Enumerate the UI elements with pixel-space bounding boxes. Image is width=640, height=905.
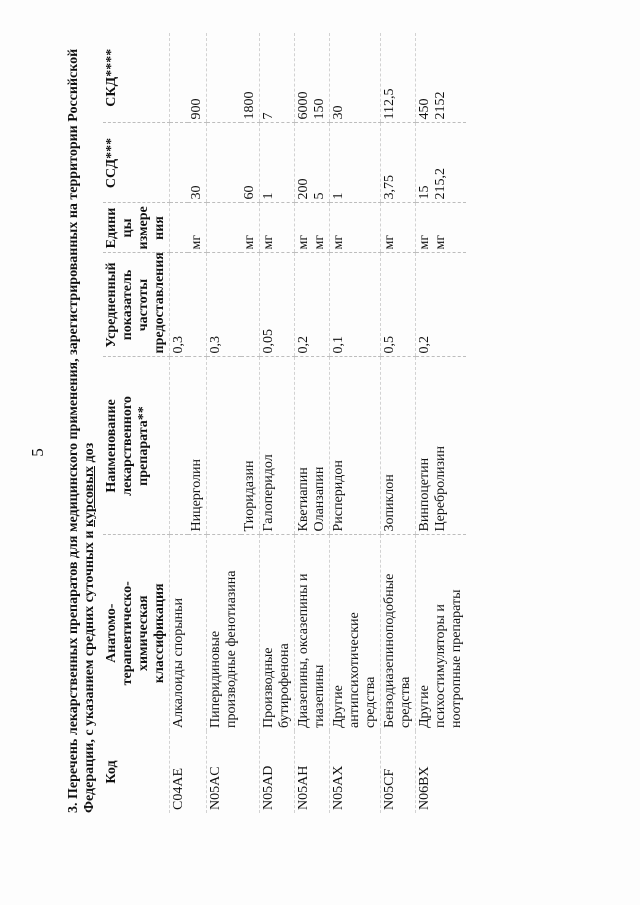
row-units xyxy=(170,203,189,253)
page-number: 5 xyxy=(28,448,47,457)
header-code: Код xyxy=(104,760,119,784)
header-drug-name: Наименование лекарственного препарата** xyxy=(103,357,170,535)
row-code: N06BX xyxy=(416,731,467,813)
table-header-row xyxy=(103,33,170,813)
table-row xyxy=(241,33,260,813)
row-atc-class xyxy=(241,535,260,731)
row-drug-name xyxy=(170,357,189,535)
header-ssd: ССД*** xyxy=(103,123,170,203)
row-ssd: 1 xyxy=(260,123,295,203)
row-drug-name: Винпоцетин Церебролизин xyxy=(416,357,467,535)
table-row xyxy=(188,33,207,813)
row-frequency: 0,2 xyxy=(295,253,330,357)
table-row xyxy=(416,33,467,813)
row-ssd: 15 215,2 xyxy=(416,123,467,203)
row-ssd: 30 xyxy=(188,123,207,203)
row-skd xyxy=(170,33,189,123)
row-skd: 7 xyxy=(260,33,295,123)
row-skd: 450 2152 xyxy=(416,33,467,123)
row-ssd: 1 xyxy=(330,123,381,203)
row-code xyxy=(188,731,207,813)
row-drug-name: Кветиапин Оланзапин xyxy=(295,357,330,535)
table-row xyxy=(260,33,295,813)
row-ssd: 3,75 xyxy=(381,123,416,203)
table-row xyxy=(207,33,242,813)
table-row xyxy=(295,33,330,813)
row-units: мг xyxy=(330,203,381,253)
row-ssd: 60 xyxy=(241,123,260,203)
header-skd: СКД**** xyxy=(103,33,170,123)
row-code: N05AC xyxy=(207,731,242,813)
header-frequency: Усредненный показатель частоты предоставления xyxy=(103,253,170,357)
row-atc-class: Бензодиазепиноподобные средства xyxy=(381,535,416,731)
row-atc-class: Алкалоиды спорыньи xyxy=(170,535,189,731)
table-row xyxy=(381,33,416,813)
row-units: мг мг xyxy=(295,203,330,253)
drug-dose-table xyxy=(103,33,466,813)
header-atc: Анатомо- терапевтическо- химическая классификация xyxy=(104,581,167,686)
row-drug-name: Галоперидол xyxy=(260,357,295,535)
row-ssd xyxy=(170,123,189,203)
row-code: N05AH xyxy=(295,731,330,813)
row-units: мг xyxy=(260,203,295,253)
row-frequency: 0,3 xyxy=(170,253,189,357)
row-frequency: 0,5 xyxy=(381,253,416,357)
row-skd: 1800 xyxy=(241,33,260,123)
row-atc-class: Пиперидиновые производные фенотиазина xyxy=(207,535,242,731)
row-code: N05AD xyxy=(260,731,295,813)
row-skd xyxy=(207,33,242,123)
row-drug-name: Ницерголин xyxy=(188,357,207,535)
row-atc-class: Диазепины, оксазепины и тиазепины xyxy=(295,535,330,731)
row-frequency: 0,2 xyxy=(416,253,467,357)
row-skd: 30 xyxy=(330,33,381,123)
row-skd: 6000 150 xyxy=(295,33,330,123)
row-frequency: 0,1 xyxy=(330,253,381,357)
header-units: Едини цы измере ния xyxy=(103,203,170,253)
table-body xyxy=(170,33,467,813)
table-row xyxy=(330,33,381,813)
row-atc-class xyxy=(188,535,207,731)
document-title xyxy=(66,33,98,813)
row-units: мг xyxy=(241,203,260,253)
row-atc-class: Другие психостимуляторы и ноотропные препараты xyxy=(416,535,467,731)
row-drug-name xyxy=(207,357,242,535)
row-code: C04AE xyxy=(170,731,189,813)
row-frequency: 0,3 xyxy=(207,253,242,357)
row-ssd: 200 5 xyxy=(295,123,330,203)
row-code: N05CF xyxy=(381,731,416,813)
row-frequency xyxy=(241,253,260,357)
title-text: 3. Перечень лекарственных препаратов для медицинского применения, зарегистрированных на территории Российской Федерации, с указанием средних суточных и xyxy=(66,48,97,813)
row-units: мг xyxy=(188,203,207,253)
row-units xyxy=(207,203,242,253)
title-underlined-word: курсовых xyxy=(82,466,97,528)
row-skd: 900 xyxy=(188,33,207,123)
row-atc-class: Другие антипсихотические средства xyxy=(330,535,381,731)
row-frequency: 0,05 xyxy=(260,253,295,357)
row-code: N05AX xyxy=(330,731,381,813)
table-row xyxy=(170,33,189,813)
title-text-end: доз xyxy=(82,442,97,466)
row-atc-class: Производные бутирофенона xyxy=(260,535,295,731)
row-drug-name: Зопиклон xyxy=(381,357,416,535)
row-ssd xyxy=(207,123,242,203)
row-drug-name: Тиоридазин xyxy=(241,357,260,535)
row-skd: 112,5 xyxy=(381,33,416,123)
row-drug-name: Рисперидон xyxy=(330,357,381,535)
row-code xyxy=(241,731,260,813)
row-units: мг мг xyxy=(416,203,467,253)
row-frequency xyxy=(188,253,207,357)
row-units: мг xyxy=(381,203,416,253)
